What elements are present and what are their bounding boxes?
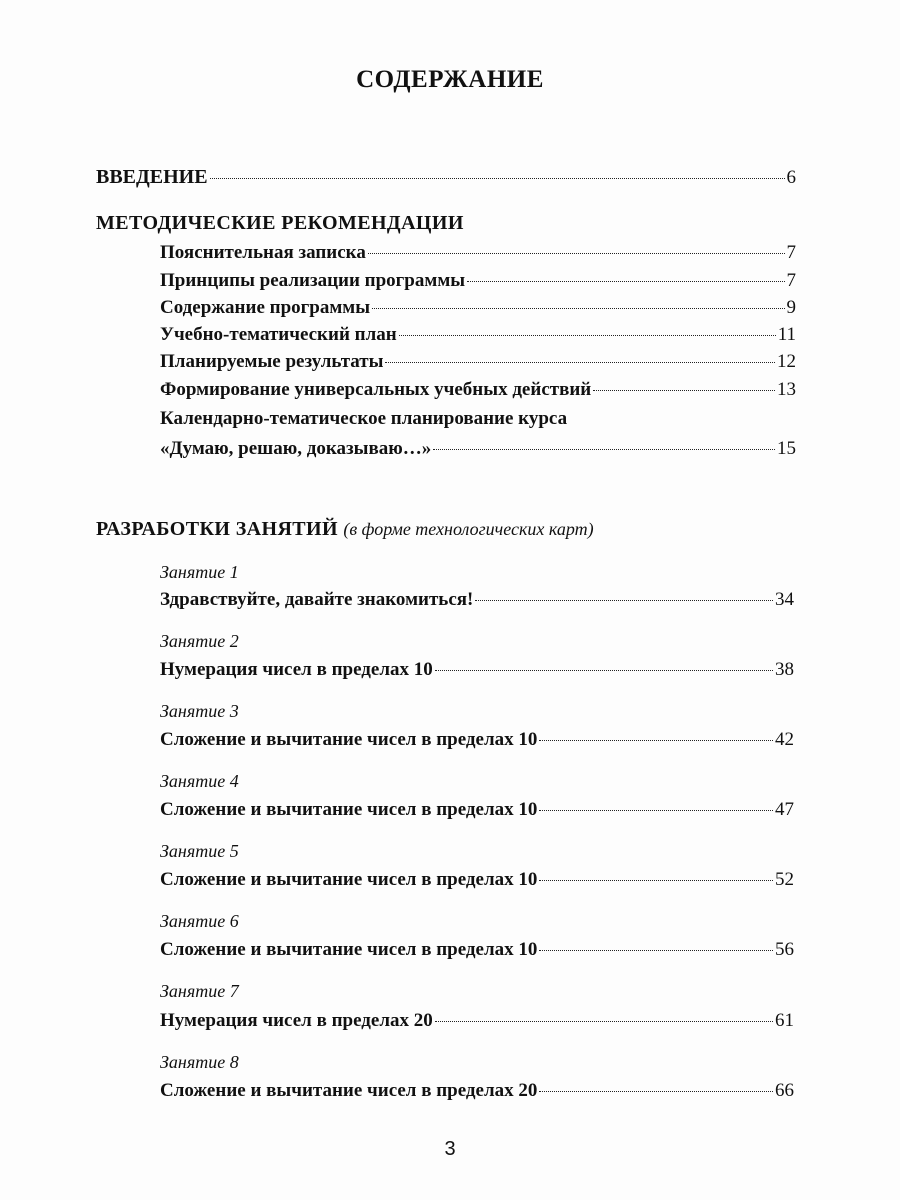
toc-entry-label: Сложение и вычитание чисел в пределах 10 bbox=[160, 799, 538, 820]
lesson-label: Занятие 8 bbox=[160, 1052, 239, 1072]
lesson-label: Занятие 5 bbox=[160, 841, 239, 861]
section-heading-methodology: МЕТОДИЧЕСКИЕ РЕКОМЕНДАЦИИ bbox=[96, 212, 464, 234]
dot-leader bbox=[210, 178, 785, 179]
toc-entry-page: 13 bbox=[777, 379, 796, 400]
lesson-label: Занятие 1 bbox=[160, 562, 239, 582]
toc-entry-lesson bbox=[160, 659, 794, 681]
dot-leader bbox=[467, 281, 784, 282]
toc-entry-label: «Думаю, решаю, доказываю…» bbox=[160, 438, 432, 459]
dot-leader bbox=[435, 670, 773, 671]
dot-leader bbox=[539, 740, 773, 741]
section-heading-lessons-note: (в форме технологических карт) bbox=[343, 519, 594, 539]
toc-entry bbox=[160, 242, 796, 264]
dot-leader bbox=[475, 600, 773, 601]
toc-entry-page: 66 bbox=[775, 1080, 794, 1101]
page-title: СОДЕРЖАНИЕ bbox=[356, 66, 544, 93]
toc-entry-label: Здравствуйте, давайте знакомиться! bbox=[160, 589, 474, 610]
toc-entry-calendar bbox=[160, 438, 796, 460]
dot-leader bbox=[593, 390, 775, 391]
dot-leader bbox=[399, 335, 776, 336]
toc-entry-lesson bbox=[160, 729, 794, 751]
toc-entry-page: 56 bbox=[775, 939, 794, 960]
toc-entry-page: 15 bbox=[777, 438, 796, 459]
toc-entry-page: 7 bbox=[786, 242, 796, 263]
toc-entry-label: Сложение и вычитание чисел в пределах 10 bbox=[160, 729, 538, 750]
dot-leader bbox=[385, 362, 775, 363]
toc-entry-label: Нумерация чисел в пределах 10 bbox=[160, 659, 433, 680]
toc-entry-label: Учебно-тематический план bbox=[160, 324, 397, 345]
dot-leader bbox=[539, 810, 773, 811]
lesson-label: Занятие 2 bbox=[160, 631, 239, 651]
toc-entry-lesson bbox=[160, 869, 794, 891]
page-number: 3 bbox=[444, 1138, 456, 1160]
toc-entry-label: ВВЕДЕНИЕ bbox=[96, 166, 208, 188]
toc-entry-page: 47 bbox=[775, 799, 794, 820]
lesson-label: Занятие 6 bbox=[160, 911, 239, 931]
toc-entry-label: Сложение и вычитание чисел в пределах 10 bbox=[160, 939, 538, 960]
toc-entry-page: 52 bbox=[775, 869, 794, 890]
toc-entry-page: 38 bbox=[775, 659, 794, 680]
dot-leader bbox=[539, 880, 773, 881]
lesson-label: Занятие 4 bbox=[160, 771, 239, 791]
dot-leader bbox=[435, 1021, 773, 1022]
toc-entry-page: 42 bbox=[775, 729, 794, 750]
toc-entry-lesson bbox=[160, 939, 794, 961]
toc-entry-lesson bbox=[160, 799, 794, 821]
toc-entry-page: 12 bbox=[777, 351, 796, 372]
dot-leader bbox=[368, 253, 785, 254]
toc-entry bbox=[160, 297, 796, 319]
section-heading-lessons-label: РАЗРАБОТКИ ЗАНЯТИЙ bbox=[96, 518, 338, 540]
toc-entry-label: Принципы реализации программы bbox=[160, 270, 466, 291]
toc-entry-page: 34 bbox=[775, 589, 794, 610]
toc-entry-page: 61 bbox=[775, 1010, 794, 1031]
toc-entry-page: 9 bbox=[786, 297, 796, 318]
dot-leader bbox=[539, 950, 773, 951]
toc-entry-label: Сложение и вычитание чисел в пределах 20 bbox=[160, 1080, 538, 1101]
toc-entry bbox=[160, 379, 796, 401]
section-heading-lessons bbox=[96, 518, 594, 541]
dot-leader bbox=[539, 1091, 773, 1092]
toc-entry-introduction bbox=[96, 166, 796, 189]
toc-entry bbox=[160, 324, 796, 346]
toc-entry bbox=[160, 270, 796, 292]
toc-entry-calendar-line1: Календарно-тематическое планирование курса bbox=[160, 408, 568, 429]
toc-entry-lesson bbox=[160, 1010, 794, 1032]
toc-entry-label: Сложение и вычитание чисел в пределах 10 bbox=[160, 869, 538, 890]
toc-entry-label: Формирование универсальных учебных действий bbox=[160, 379, 592, 400]
toc-entry-label: Пояснительная записка bbox=[160, 242, 366, 263]
toc-entry-lesson bbox=[160, 589, 794, 611]
toc-entry-label: Нумерация чисел в пределах 20 bbox=[160, 1010, 433, 1031]
toc-entry-page: 7 bbox=[786, 270, 796, 291]
lesson-label: Занятие 3 bbox=[160, 701, 239, 721]
dot-leader bbox=[433, 449, 775, 450]
dot-leader bbox=[372, 308, 784, 309]
toc-entry-page: 6 bbox=[786, 167, 796, 188]
lesson-label: Занятие 7 bbox=[160, 981, 239, 1001]
toc-entry-label: Содержание программы bbox=[160, 297, 371, 318]
toc-entry-page: 11 bbox=[777, 324, 796, 345]
toc-entry bbox=[160, 351, 796, 373]
toc-entry-lesson bbox=[160, 1080, 794, 1102]
toc-entry-label: Планируемые результаты bbox=[160, 351, 384, 372]
